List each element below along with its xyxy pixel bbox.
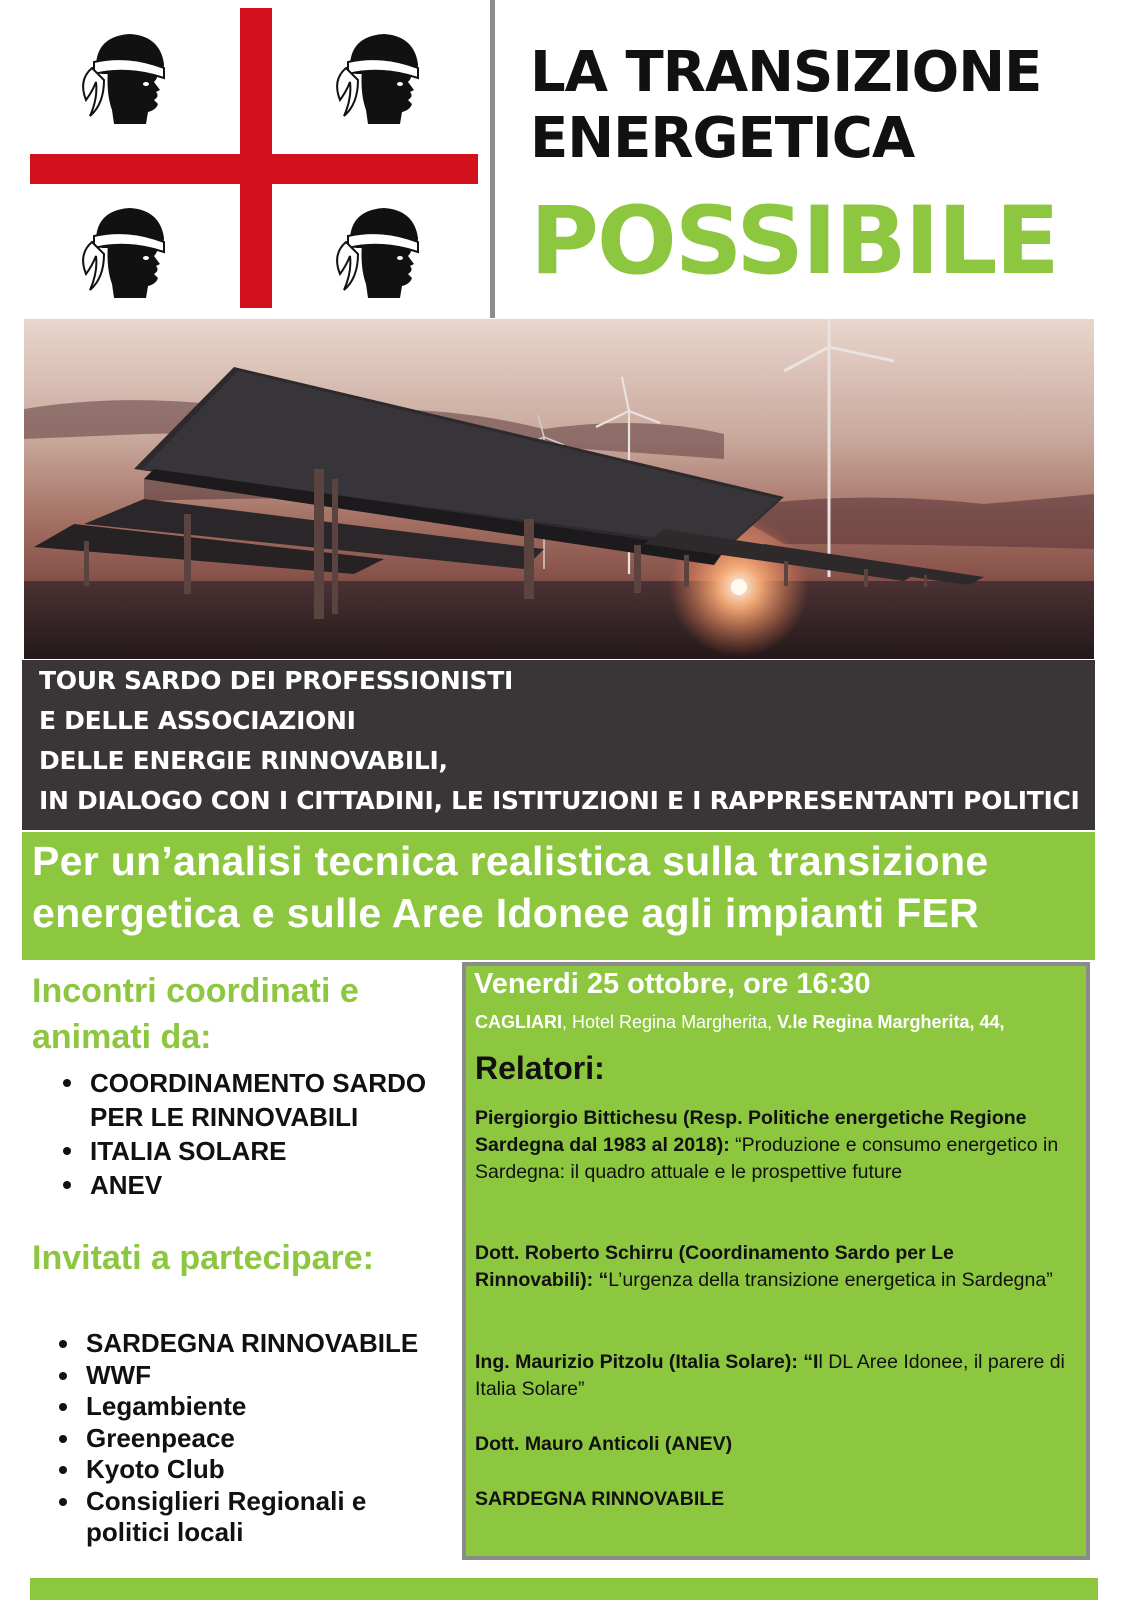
- banner-line: E DELLE ASSOCIAZIONI: [39, 706, 356, 735]
- page-title: [530, 40, 1041, 172]
- invited-list: [54, 1328, 454, 1549]
- speaker-name: Piergiorgio Bittichesu (Resp. Politiche energetiche Regione Sardegna dal 1983 al 2018):: [475, 1107, 1027, 1156]
- list-item: WWF: [54, 1360, 454, 1392]
- banner-line: DELLE ENERGIE RINNOVABILI,: [39, 746, 448, 775]
- subtitle-banner: [22, 832, 1095, 960]
- flag-cross-horizontal: [30, 154, 478, 184]
- speaker-entry: [475, 1431, 1075, 1458]
- moor-head-icon: [322, 198, 432, 308]
- title-highlight: POSSIBILE: [530, 187, 1058, 296]
- event-date: Venerdi 25 ottobre, ore 16:30: [474, 968, 871, 1000]
- speaker-name: Dott. Mauro Anticoli (ANEV): [475, 1433, 733, 1455]
- list-item: ITALIA SOLARE: [58, 1134, 458, 1168]
- bottom-bar: [30, 1578, 1098, 1600]
- moor-head-icon: [68, 24, 178, 134]
- header-divider: [490, 0, 495, 318]
- speakers-heading: Relatori:: [475, 1050, 605, 1086]
- speaker-entry: [475, 1105, 1075, 1186]
- list-item: ANEV: [58, 1168, 458, 1202]
- title-line-1: LA TRANSIZIONE: [530, 40, 1042, 105]
- solar-wind-photo: [24, 319, 1094, 659]
- subtitle-line: Per un’analisi tecnica realistica sulla transizione: [32, 838, 989, 884]
- speaker-name: Ing. Maurizio Pitzolu (Italia Solare): “I: [475, 1351, 819, 1373]
- speaker-entry: [475, 1240, 1075, 1294]
- speaker-entry: [475, 1349, 1075, 1403]
- event-address: V.le Regina Margherita, 44,: [777, 1012, 1005, 1032]
- list-item: SARDEGNA RINNOVABILE: [54, 1328, 454, 1360]
- list-item: Consiglieri Regionali e politici locali: [54, 1486, 454, 1549]
- subtitle-line: energetica e sulle Aree Idonee agli impianti FER: [32, 890, 980, 936]
- organizers-heading-line: animati da:: [32, 1018, 212, 1056]
- title-line-2: ENERGETICA: [530, 106, 915, 171]
- speaker-name: Dott. Roberto Schirru (Coordinamento Sardo per Le Rinnovabili): “: [475, 1242, 954, 1291]
- event-location: [475, 1012, 1005, 1033]
- list-item: COORDINAMENTO SARDO PER LE RINNOVABILI: [58, 1066, 458, 1134]
- organizers-list: [58, 1066, 458, 1202]
- speaker-talk: L’urgenza della transizione energetica in Sardegna”: [608, 1269, 1053, 1291]
- speaker-talk: “Produzione e consumo energetico in Sardegna: il quadro attuale e le prospettive future: [475, 1134, 1059, 1183]
- banner-line: TOUR SARDO DEI PROFESSIONISTI: [39, 666, 514, 695]
- organizers-heading: [32, 968, 359, 1060]
- speaker-entry: [475, 1486, 1075, 1513]
- organizers-heading-line: Incontri coordinati e: [32, 972, 359, 1010]
- list-item: Legambiente: [54, 1391, 454, 1423]
- invited-heading: Invitati a partecipare:: [32, 1239, 375, 1277]
- event-city: CAGLIARI: [475, 1012, 562, 1032]
- list-item: Greenpeace: [54, 1423, 454, 1455]
- speaker-name: SARDEGNA RINNOVABILE: [475, 1488, 725, 1510]
- list-item: Kyoto Club: [54, 1454, 454, 1486]
- banner-line: IN DIALOGO CON I CITTADINI, LE ISTITUZIONI E I RAPPRESENTANTI POLITICI: [39, 786, 1080, 815]
- event-venue: , Hotel Regina Margherita,: [562, 1012, 778, 1032]
- moor-head-icon: [68, 198, 178, 308]
- speaker-talk: l DL Aree Idonee, il parere di Italia Solare”: [475, 1351, 1065, 1400]
- moor-head-icon: [322, 24, 432, 134]
- tour-banner: [22, 660, 1095, 830]
